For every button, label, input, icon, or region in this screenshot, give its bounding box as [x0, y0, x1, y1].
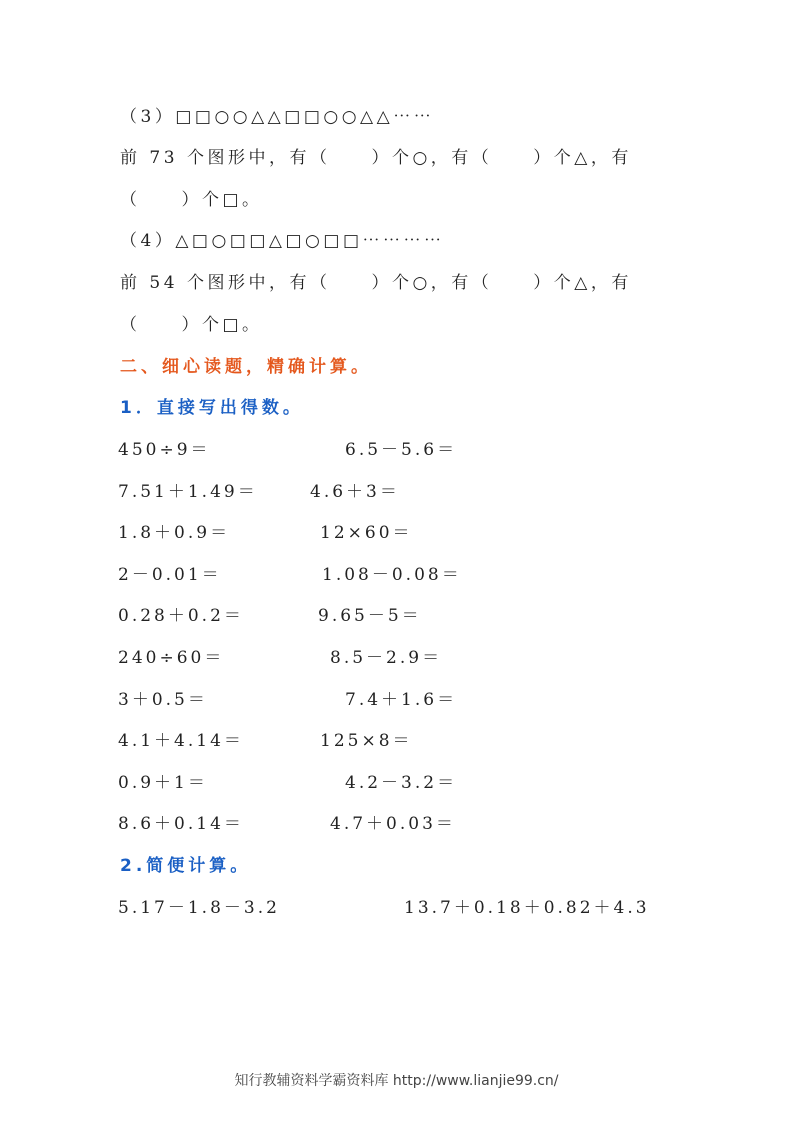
q3-question-end: （ ）个□。 — [120, 190, 263, 210]
simplify-right: 13.7＋0.18＋0.82＋4.3 — [404, 898, 650, 918]
subsection-direct: 1．直接写出得数。 — [120, 398, 304, 418]
q3-question: 前 73 个图形中，有（ ）个○，有（ ）个△，有 — [120, 148, 632, 168]
simplify-left: 5.17－1.8－3.2 — [118, 898, 280, 918]
q4-question: 前 54 个图形中，有（ ）个○，有（ ）个△，有 — [120, 273, 632, 293]
calc-left: 4.1＋4.14＝ — [118, 731, 244, 751]
footer-source: 知行教辅资料学霸资料库 http://www.lianjie99.cn/ — [234, 1073, 559, 1089]
q3-pattern: （3）□□○○△△□□○○△△⋯⋯ — [120, 107, 435, 127]
calc-left: 0.28＋0.2＝ — [118, 606, 244, 626]
calc-right: 12×60＝ — [320, 523, 413, 543]
calc-right: 8.5－2.9＝ — [330, 648, 443, 668]
section-heading: 二、细心读题，精确计算。 — [120, 357, 372, 377]
calc-right: 4.7＋0.03＝ — [330, 814, 456, 834]
calc-right: 4.2－3.2＝ — [345, 773, 458, 793]
subsection-simplify: 2.简便计算。 — [120, 856, 252, 876]
calc-left: 2－0.01＝ — [118, 565, 222, 585]
calc-right: 125×8＝ — [320, 731, 413, 751]
calc-right: 7.4＋1.6＝ — [345, 690, 458, 710]
calc-right: 1.08－0.08＝ — [322, 565, 462, 585]
calc-left: 450÷9＝ — [118, 440, 211, 460]
calc-left: 240÷60＝ — [118, 648, 225, 668]
q4-pattern: （4）△□○□□△□○□□⋯⋯⋯⋯ — [120, 231, 445, 251]
calc-right: 9.65－5＝ — [318, 606, 422, 626]
calc-left: 3＋0.5＝ — [118, 690, 208, 710]
q4-question-end: （ ）个□。 — [120, 315, 263, 335]
calc-left: 8.6＋0.14＝ — [118, 814, 244, 834]
calc-left: 0.9＋1＝ — [118, 773, 208, 793]
calc-left: 7.51＋1.49＝ — [118, 482, 258, 502]
calc-right: 4.6＋3＝ — [310, 482, 400, 502]
calc-left: 1.8＋0.9＝ — [118, 523, 231, 543]
calc-right: 6.5－5.6＝ — [345, 440, 458, 460]
